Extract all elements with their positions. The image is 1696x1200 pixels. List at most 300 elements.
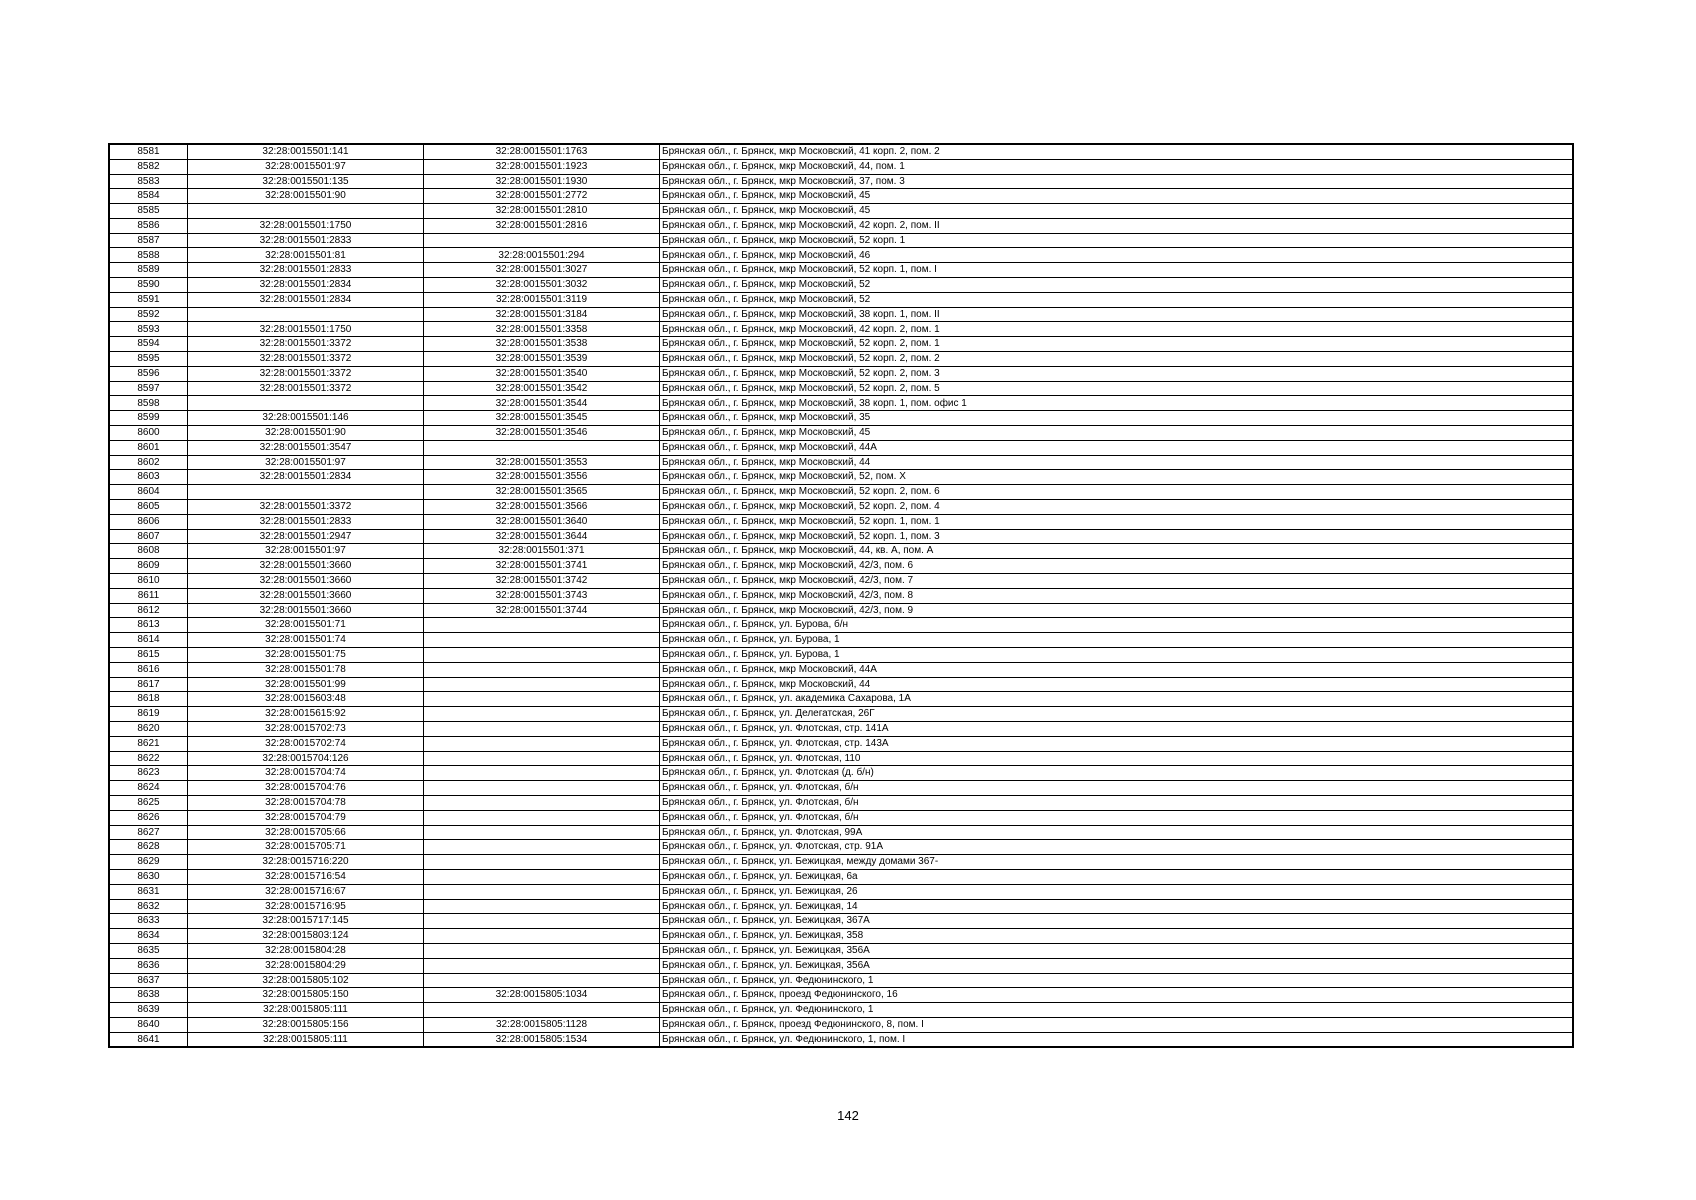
parcel-cadastral-number-cell xyxy=(188,396,424,411)
address-cell: Брянская обл., г. Брянск, проезд Федюнинского, 16 xyxy=(660,988,1574,1003)
row-number-cell: 8619 xyxy=(109,707,188,722)
row-number-cell: 8611 xyxy=(109,588,188,603)
table-row xyxy=(109,574,1573,589)
table-row xyxy=(109,677,1573,692)
row-number-cell: 8608 xyxy=(109,544,188,559)
parcel-cadastral-number-cell: 32:28:0015716:220 xyxy=(188,855,424,870)
parcel-cadastral-number-cell: 32:28:0015805:111 xyxy=(188,1003,424,1018)
parcel-cadastral-number-cell: 32:28:0015501:78 xyxy=(188,662,424,677)
object-cadastral-number-cell xyxy=(424,943,660,958)
row-number-cell: 8640 xyxy=(109,1017,188,1032)
object-cadastral-number-cell xyxy=(424,855,660,870)
address-cell: Брянская обл., г. Брянск, мкр Московский, 52 корп. 2, пом. 1 xyxy=(660,337,1574,352)
row-number-cell: 8625 xyxy=(109,795,188,810)
address-cell: Брянская обл., г. Брянск, ул. Бежицкая, 356А xyxy=(660,943,1574,958)
address-cell: Брянская обл., г. Брянск, ул. Флотская (д. б/н) xyxy=(660,766,1574,781)
object-cadastral-number-cell: 32:28:0015501:2772 xyxy=(424,189,660,204)
parcel-cadastral-number-cell: 32:28:0015716:54 xyxy=(188,869,424,884)
table-row xyxy=(109,159,1573,174)
registry-table-body xyxy=(109,144,1573,1047)
table-row xyxy=(109,485,1573,500)
parcel-cadastral-number-cell: 32:28:0015501:2834 xyxy=(188,292,424,307)
object-cadastral-number-cell: 32:28:0015805:1034 xyxy=(424,988,660,1003)
object-cadastral-number-cell xyxy=(424,440,660,455)
table-row xyxy=(109,840,1573,855)
object-cadastral-number-cell: 32:28:0015501:3556 xyxy=(424,470,660,485)
object-cadastral-number-cell: 32:28:0015501:1930 xyxy=(424,174,660,189)
table-row xyxy=(109,411,1573,426)
address-cell: Брянская обл., г. Брянск, ул. Бежицкая, 6а xyxy=(660,869,1574,884)
address-cell: Брянская обл., г. Брянск, ул. Бурова, б/н xyxy=(660,618,1574,633)
address-cell: Брянская обл., г. Брянск, мкр Московский, 38 корп. 1, пом. II xyxy=(660,307,1574,322)
row-number-cell: 8630 xyxy=(109,869,188,884)
table-row xyxy=(109,174,1573,189)
row-number-cell: 8622 xyxy=(109,751,188,766)
object-cadastral-number-cell xyxy=(424,618,660,633)
parcel-cadastral-number-cell: 32:28:0015805:150 xyxy=(188,988,424,1003)
table-row xyxy=(109,736,1573,751)
address-cell: Брянская обл., г. Брянск, мкр Московский, 52 корп. 1, пом. 1 xyxy=(660,514,1574,529)
parcel-cadastral-number-cell: 32:28:0015501:2833 xyxy=(188,263,424,278)
object-cadastral-number-cell: 32:28:0015501:3540 xyxy=(424,366,660,381)
parcel-cadastral-number-cell: 32:28:0015501:3372 xyxy=(188,366,424,381)
parcel-cadastral-number-cell: 32:28:0015704:76 xyxy=(188,781,424,796)
row-number-cell: 8634 xyxy=(109,929,188,944)
parcel-cadastral-number-cell xyxy=(188,204,424,219)
row-number-cell: 8621 xyxy=(109,736,188,751)
parcel-cadastral-number-cell: 32:28:0015501:3372 xyxy=(188,500,424,515)
parcel-cadastral-number-cell: 32:28:0015803:124 xyxy=(188,929,424,944)
row-number-cell: 8605 xyxy=(109,500,188,515)
parcel-cadastral-number-cell: 32:28:0015704:74 xyxy=(188,766,424,781)
table-row xyxy=(109,795,1573,810)
address-cell: Брянская обл., г. Брянск, ул. Флотская, стр. 143А xyxy=(660,736,1574,751)
parcel-cadastral-number-cell: 32:28:0015501:2833 xyxy=(188,514,424,529)
parcel-cadastral-number-cell: 32:28:0015501:3660 xyxy=(188,603,424,618)
object-cadastral-number-cell xyxy=(424,899,660,914)
object-cadastral-number-cell xyxy=(424,736,660,751)
parcel-cadastral-number-cell: 32:28:0015501:71 xyxy=(188,618,424,633)
table-row xyxy=(109,751,1573,766)
table-row xyxy=(109,426,1573,441)
row-number-cell: 8600 xyxy=(109,426,188,441)
table-row xyxy=(109,618,1573,633)
parcel-cadastral-number-cell: 32:28:0015501:97 xyxy=(188,455,424,470)
parcel-cadastral-number-cell: 32:28:0015501:3372 xyxy=(188,381,424,396)
row-number-cell: 8617 xyxy=(109,677,188,692)
address-cell: Брянская обл., г. Брянск, мкр Московский, 44 xyxy=(660,455,1574,470)
row-number-cell: 8624 xyxy=(109,781,188,796)
object-cadastral-number-cell: 32:28:0015501:3744 xyxy=(424,603,660,618)
object-cadastral-number-cell: 32:28:0015501:3032 xyxy=(424,278,660,293)
table-row xyxy=(109,337,1573,352)
row-number-cell: 8595 xyxy=(109,352,188,367)
parcel-cadastral-number-cell: 32:28:0015704:126 xyxy=(188,751,424,766)
address-cell: Брянская обл., г. Брянск, мкр Московский, 52 xyxy=(660,292,1574,307)
address-cell: Брянская обл., г. Брянск, мкр Московский, 42 корп. 2, пом. 1 xyxy=(660,322,1574,337)
address-cell: Брянская обл., г. Брянск, ул. Флотская, б/н xyxy=(660,781,1574,796)
table-row xyxy=(109,869,1573,884)
table-row xyxy=(109,1003,1573,1018)
table-row xyxy=(109,825,1573,840)
row-number-cell: 8627 xyxy=(109,825,188,840)
registry-table xyxy=(108,143,1574,1048)
table-row xyxy=(109,929,1573,944)
parcel-cadastral-number-cell: 32:28:0015501:81 xyxy=(188,248,424,263)
parcel-cadastral-number-cell: 32:28:0015501:3372 xyxy=(188,352,424,367)
address-cell: Брянская обл., г. Брянск, ул. Федюнинского, 1 xyxy=(660,973,1574,988)
parcel-cadastral-number-cell: 32:28:0015501:90 xyxy=(188,426,424,441)
table-row xyxy=(109,1017,1573,1032)
parcel-cadastral-number-cell: 32:28:0015501:3660 xyxy=(188,574,424,589)
address-cell: Брянская обл., г. Брянск, мкр Московский, 38 корп. 1, пом. офис 1 xyxy=(660,396,1574,411)
parcel-cadastral-number-cell: 32:28:0015702:73 xyxy=(188,721,424,736)
page-number: 142 xyxy=(837,1108,859,1123)
object-cadastral-number-cell: 32:28:0015501:3539 xyxy=(424,352,660,367)
parcel-cadastral-number-cell: 32:28:0015716:67 xyxy=(188,884,424,899)
address-cell: Брянская обл., г. Брянск, мкр Московский, 44А xyxy=(660,440,1574,455)
table-row xyxy=(109,263,1573,278)
parcel-cadastral-number-cell: 32:28:0015501:3372 xyxy=(188,337,424,352)
object-cadastral-number-cell xyxy=(424,1003,660,1018)
row-number-cell: 8641 xyxy=(109,1032,188,1047)
parcel-cadastral-number-cell: 32:28:0015501:2834 xyxy=(188,470,424,485)
table-row xyxy=(109,440,1573,455)
row-number-cell: 8637 xyxy=(109,973,188,988)
address-cell: Брянская обл., г. Брянск, мкр Московский, 37, пом. 3 xyxy=(660,174,1574,189)
object-cadastral-number-cell: 32:28:0015501:3358 xyxy=(424,322,660,337)
address-cell: Брянская обл., г. Брянск, мкр Московский, 46 xyxy=(660,248,1574,263)
row-number-cell: 8618 xyxy=(109,692,188,707)
row-number-cell: 8593 xyxy=(109,322,188,337)
row-number-cell: 8607 xyxy=(109,529,188,544)
address-cell: Брянская обл., г. Брянск, мкр Московский, 45 xyxy=(660,189,1574,204)
object-cadastral-number-cell: 32:28:0015501:2810 xyxy=(424,204,660,219)
row-number-cell: 8582 xyxy=(109,159,188,174)
row-number-cell: 8603 xyxy=(109,470,188,485)
row-number-cell: 8591 xyxy=(109,292,188,307)
row-number-cell: 8604 xyxy=(109,485,188,500)
parcel-cadastral-number-cell: 32:28:0015805:102 xyxy=(188,973,424,988)
table-row xyxy=(109,322,1573,337)
row-number-cell: 8636 xyxy=(109,958,188,973)
object-cadastral-number-cell: 32:28:0015501:3565 xyxy=(424,485,660,500)
parcel-cadastral-number-cell: 32:28:0015705:66 xyxy=(188,825,424,840)
row-number-cell: 8635 xyxy=(109,943,188,958)
parcel-cadastral-number-cell: 32:28:0015717:145 xyxy=(188,914,424,929)
table-row xyxy=(109,662,1573,677)
table-row xyxy=(109,707,1573,722)
table-row xyxy=(109,396,1573,411)
address-cell: Брянская обл., г. Брянск, ул. Флотская, 99А xyxy=(660,825,1574,840)
table-row xyxy=(109,899,1573,914)
address-cell: Брянская обл., г. Брянск, мкр Московский, 52 корп. 2, пом. 4 xyxy=(660,500,1574,515)
address-cell: Брянская обл., г. Брянск, ул. Бежицкая, 356А xyxy=(660,958,1574,973)
table-row xyxy=(109,233,1573,248)
parcel-cadastral-number-cell: 32:28:0015501:74 xyxy=(188,633,424,648)
table-row xyxy=(109,366,1573,381)
table-row xyxy=(109,1032,1573,1047)
address-cell: Брянская обл., г. Брянск, ул. Федюнинского, 1, пом. I xyxy=(660,1032,1574,1047)
object-cadastral-number-cell xyxy=(424,914,660,929)
address-cell: Брянская обл., г. Брянск, мкр Московский, 52 корп. 2, пом. 2 xyxy=(660,352,1574,367)
parcel-cadastral-number-cell: 32:28:0015805:111 xyxy=(188,1032,424,1047)
address-cell: Брянская обл., г. Брянск, ул. Флотская, стр. 91А xyxy=(660,840,1574,855)
table-row xyxy=(109,278,1573,293)
row-number-cell: 8596 xyxy=(109,366,188,381)
object-cadastral-number-cell xyxy=(424,810,660,825)
object-cadastral-number-cell: 32:28:0015501:3742 xyxy=(424,574,660,589)
address-cell: Брянская обл., г. Брянск, ул. Флотская, б/н xyxy=(660,795,1574,810)
address-cell: Брянская обл., г. Брянск, мкр Московский, 44А xyxy=(660,662,1574,677)
row-number-cell: 8599 xyxy=(109,411,188,426)
row-number-cell: 8638 xyxy=(109,988,188,1003)
parcel-cadastral-number-cell: 32:28:0015716:95 xyxy=(188,899,424,914)
parcel-cadastral-number-cell: 32:28:0015501:2947 xyxy=(188,529,424,544)
table-row xyxy=(109,588,1573,603)
parcel-cadastral-number-cell: 32:28:0015501:2834 xyxy=(188,278,424,293)
address-cell: Брянская обл., г. Брянск, мкр Московский, 44 xyxy=(660,677,1574,692)
object-cadastral-number-cell: 32:28:0015805:1534 xyxy=(424,1032,660,1047)
row-number-cell: 8589 xyxy=(109,263,188,278)
table-row xyxy=(109,470,1573,485)
row-number-cell: 8633 xyxy=(109,914,188,929)
object-cadastral-number-cell: 32:28:0015805:1128 xyxy=(424,1017,660,1032)
table-row xyxy=(109,381,1573,396)
table-row xyxy=(109,721,1573,736)
address-cell: Брянская обл., г. Брянск, мкр Московский, 45 xyxy=(660,426,1574,441)
row-number-cell: 8590 xyxy=(109,278,188,293)
object-cadastral-number-cell xyxy=(424,677,660,692)
address-cell: Брянская обл., г. Брянск, мкр Московский, 45 xyxy=(660,204,1574,219)
object-cadastral-number-cell xyxy=(424,781,660,796)
table-row xyxy=(109,218,1573,233)
row-number-cell: 8581 xyxy=(109,144,188,159)
object-cadastral-number-cell: 32:28:0015501:371 xyxy=(424,544,660,559)
address-cell: Брянская обл., г. Брянск, мкр Московский, 44, пом. 1 xyxy=(660,159,1574,174)
row-number-cell: 8584 xyxy=(109,189,188,204)
object-cadastral-number-cell: 32:28:0015501:3545 xyxy=(424,411,660,426)
parcel-cadastral-number-cell: 32:28:0015501:97 xyxy=(188,544,424,559)
table-row xyxy=(109,633,1573,648)
row-number-cell: 8626 xyxy=(109,810,188,825)
parcel-cadastral-number-cell: 32:28:0015501:90 xyxy=(188,189,424,204)
address-cell: Брянская обл., г. Брянск, ул. Бурова, 1 xyxy=(660,633,1574,648)
parcel-cadastral-number-cell: 32:28:0015804:29 xyxy=(188,958,424,973)
address-cell: Брянская обл., г. Брянск, мкр Московский, 52, пом. X xyxy=(660,470,1574,485)
object-cadastral-number-cell xyxy=(424,840,660,855)
table-row xyxy=(109,988,1573,1003)
object-cadastral-number-cell xyxy=(424,751,660,766)
row-number-cell: 8585 xyxy=(109,204,188,219)
object-cadastral-number-cell xyxy=(424,884,660,899)
row-number-cell: 8597 xyxy=(109,381,188,396)
address-cell: Брянская обл., г. Брянск, мкр Московский, 52 корп. 2, пом. 6 xyxy=(660,485,1574,500)
table-row xyxy=(109,810,1573,825)
parcel-cadastral-number-cell: 32:28:0015501:3547 xyxy=(188,440,424,455)
object-cadastral-number-cell: 32:28:0015501:2816 xyxy=(424,218,660,233)
address-cell: Брянская обл., г. Брянск, мкр Московский, 44, кв. А, пом. А xyxy=(660,544,1574,559)
address-cell: Брянская обл., г. Брянск, ул. академика Сахарова, 1А xyxy=(660,692,1574,707)
object-cadastral-number-cell xyxy=(424,662,660,677)
table-row xyxy=(109,884,1573,899)
table-row xyxy=(109,189,1573,204)
address-cell: Брянская обл., г. Брянск, ул. Федюнинского, 1 xyxy=(660,1003,1574,1018)
table-row xyxy=(109,781,1573,796)
address-cell: Брянская обл., г. Брянск, мкр Московский, 52 корп. 2, пом. 3 xyxy=(660,366,1574,381)
row-number-cell: 8612 xyxy=(109,603,188,618)
row-number-cell: 8639 xyxy=(109,1003,188,1018)
row-number-cell: 8588 xyxy=(109,248,188,263)
table-row xyxy=(109,559,1573,574)
object-cadastral-number-cell xyxy=(424,973,660,988)
address-cell: Брянская обл., г. Брянск, мкр Московский, 42/3, пом. 9 xyxy=(660,603,1574,618)
address-cell: Брянская обл., г. Брянск, мкр Московский, 42/3, пом. 7 xyxy=(660,574,1574,589)
row-number-cell: 8628 xyxy=(109,840,188,855)
parcel-cadastral-number-cell: 32:28:0015501:75 xyxy=(188,648,424,663)
parcel-cadastral-number-cell: 32:28:0015501:3660 xyxy=(188,559,424,574)
row-number-cell: 8592 xyxy=(109,307,188,322)
address-cell: Брянская обл., г. Брянск, мкр Московский, 35 xyxy=(660,411,1574,426)
object-cadastral-number-cell: 32:28:0015501:3644 xyxy=(424,529,660,544)
row-number-cell: 8601 xyxy=(109,440,188,455)
object-cadastral-number-cell xyxy=(424,648,660,663)
address-cell: Брянская обл., г. Брянск, мкр Московский, 52 корп. 1 xyxy=(660,233,1574,248)
address-cell: Брянская обл., г. Брянск, ул. Делегатская, 26Г xyxy=(660,707,1574,722)
parcel-cadastral-number-cell: 32:28:0015615:92 xyxy=(188,707,424,722)
table-row xyxy=(109,352,1573,367)
parcel-cadastral-number-cell: 32:28:0015501:3660 xyxy=(188,588,424,603)
parcel-cadastral-number-cell: 32:28:0015702:74 xyxy=(188,736,424,751)
parcel-cadastral-number-cell: 32:28:0015501:135 xyxy=(188,174,424,189)
object-cadastral-number-cell: 32:28:0015501:3544 xyxy=(424,396,660,411)
address-cell: Брянская обл., г. Брянск, ул. Бежицкая, 367А xyxy=(660,914,1574,929)
object-cadastral-number-cell: 32:28:0015501:294 xyxy=(424,248,660,263)
row-number-cell: 8613 xyxy=(109,618,188,633)
table-row xyxy=(109,500,1573,515)
object-cadastral-number-cell xyxy=(424,795,660,810)
row-number-cell: 8620 xyxy=(109,721,188,736)
row-number-cell: 8616 xyxy=(109,662,188,677)
address-cell: Брянская обл., г. Брянск, мкр Московский, 42 корп. 2, пом. II xyxy=(660,218,1574,233)
row-number-cell: 8629 xyxy=(109,855,188,870)
address-cell: Брянская обл., г. Брянск, ул. Бежицкая, 14 xyxy=(660,899,1574,914)
table-row xyxy=(109,855,1573,870)
parcel-cadastral-number-cell: 32:28:0015804:28 xyxy=(188,943,424,958)
row-number-cell: 8623 xyxy=(109,766,188,781)
row-number-cell: 8602 xyxy=(109,455,188,470)
object-cadastral-number-cell xyxy=(424,721,660,736)
address-cell: Брянская обл., г. Брянск, ул. Бежицкая, 26 xyxy=(660,884,1574,899)
object-cadastral-number-cell: 32:28:0015501:1923 xyxy=(424,159,660,174)
table-row xyxy=(109,692,1573,707)
table-row xyxy=(109,973,1573,988)
address-cell: Брянская обл., г. Брянск, ул. Бежицкая, 358 xyxy=(660,929,1574,944)
table-row xyxy=(109,204,1573,219)
parcel-cadastral-number-cell: 32:28:0015501:99 xyxy=(188,677,424,692)
object-cadastral-number-cell: 32:28:0015501:3553 xyxy=(424,455,660,470)
row-number-cell: 8609 xyxy=(109,559,188,574)
table-row xyxy=(109,307,1573,322)
object-cadastral-number-cell xyxy=(424,766,660,781)
object-cadastral-number-cell: 32:28:0015501:1763 xyxy=(424,144,660,159)
row-number-cell: 8615 xyxy=(109,648,188,663)
address-cell: Брянская обл., г. Брянск, мкр Московский, 52 корп. 1, пом. I xyxy=(660,263,1574,278)
parcel-cadastral-number-cell: 32:28:0015704:78 xyxy=(188,795,424,810)
parcel-cadastral-number-cell xyxy=(188,307,424,322)
table-row xyxy=(109,455,1573,470)
address-cell: Брянская обл., г. Брянск, ул. Бурова, 1 xyxy=(660,648,1574,663)
object-cadastral-number-cell: 32:28:0015501:3546 xyxy=(424,426,660,441)
object-cadastral-number-cell xyxy=(424,825,660,840)
table-row xyxy=(109,292,1573,307)
address-cell: Брянская обл., г. Брянск, проезд Федюнинского, 8, пом. I xyxy=(660,1017,1574,1032)
parcel-cadastral-number-cell: 32:28:0015501:97 xyxy=(188,159,424,174)
parcel-cadastral-number-cell: 32:28:0015501:1750 xyxy=(188,322,424,337)
object-cadastral-number-cell: 32:28:0015501:3538 xyxy=(424,337,660,352)
parcel-cadastral-number-cell: 32:28:0015501:2833 xyxy=(188,233,424,248)
table-row xyxy=(109,958,1573,973)
parcel-cadastral-number-cell: 32:28:0015501:141 xyxy=(188,144,424,159)
table-row xyxy=(109,648,1573,663)
object-cadastral-number-cell xyxy=(424,692,660,707)
object-cadastral-number-cell xyxy=(424,929,660,944)
object-cadastral-number-cell: 32:28:0015501:3640 xyxy=(424,514,660,529)
row-number-cell: 8606 xyxy=(109,514,188,529)
object-cadastral-number-cell xyxy=(424,707,660,722)
parcel-cadastral-number-cell: 32:28:0015501:146 xyxy=(188,411,424,426)
table-row xyxy=(109,914,1573,929)
object-cadastral-number-cell: 32:28:0015501:3741 xyxy=(424,559,660,574)
object-cadastral-number-cell xyxy=(424,869,660,884)
address-cell: Брянская обл., г. Брянск, ул. Флотская, стр. 141А xyxy=(660,721,1574,736)
row-number-cell: 8610 xyxy=(109,574,188,589)
object-cadastral-number-cell: 32:28:0015501:3566 xyxy=(424,500,660,515)
table-row xyxy=(109,529,1573,544)
row-number-cell: 8594 xyxy=(109,337,188,352)
parcel-cadastral-number-cell: 32:28:0015704:79 xyxy=(188,810,424,825)
object-cadastral-number-cell: 32:28:0015501:3184 xyxy=(424,307,660,322)
address-cell: Брянская обл., г. Брянск, мкр Московский, 42/3, пом. 8 xyxy=(660,588,1574,603)
row-number-cell: 8583 xyxy=(109,174,188,189)
parcel-cadastral-number-cell: 32:28:0015501:1750 xyxy=(188,218,424,233)
table-row xyxy=(109,544,1573,559)
row-number-cell: 8632 xyxy=(109,899,188,914)
address-cell: Брянская обл., г. Брянск, мкр Московский, 52 корп. 1, пом. 3 xyxy=(660,529,1574,544)
address-cell: Брянская обл., г. Брянск, мкр Московский, 52 xyxy=(660,278,1574,293)
object-cadastral-number-cell xyxy=(424,233,660,248)
row-number-cell: 8587 xyxy=(109,233,188,248)
object-cadastral-number-cell: 32:28:0015501:3542 xyxy=(424,381,660,396)
row-number-cell: 8631 xyxy=(109,884,188,899)
address-cell: Брянская обл., г. Брянск, ул. Флотская, б/н xyxy=(660,810,1574,825)
table-row xyxy=(109,514,1573,529)
object-cadastral-number-cell: 32:28:0015501:3743 xyxy=(424,588,660,603)
table-row xyxy=(109,144,1573,159)
parcel-cadastral-number-cell: 32:28:0015805:156 xyxy=(188,1017,424,1032)
parcel-cadastral-number-cell: 32:28:0015603:48 xyxy=(188,692,424,707)
object-cadastral-number-cell xyxy=(424,958,660,973)
object-cadastral-number-cell: 32:28:0015501:3119 xyxy=(424,292,660,307)
address-cell: Брянская обл., г. Брянск, мкр Московский, 52 корп. 2, пом. 5 xyxy=(660,381,1574,396)
address-cell: Брянская обл., г. Брянск, ул. Флотская, 110 xyxy=(660,751,1574,766)
object-cadastral-number-cell xyxy=(424,633,660,648)
object-cadastral-number-cell: 32:28:0015501:3027 xyxy=(424,263,660,278)
row-number-cell: 8598 xyxy=(109,396,188,411)
address-cell: Брянская обл., г. Брянск, ул. Бежицкая, между домами 367- xyxy=(660,855,1574,870)
table-row xyxy=(109,943,1573,958)
row-number-cell: 8586 xyxy=(109,218,188,233)
